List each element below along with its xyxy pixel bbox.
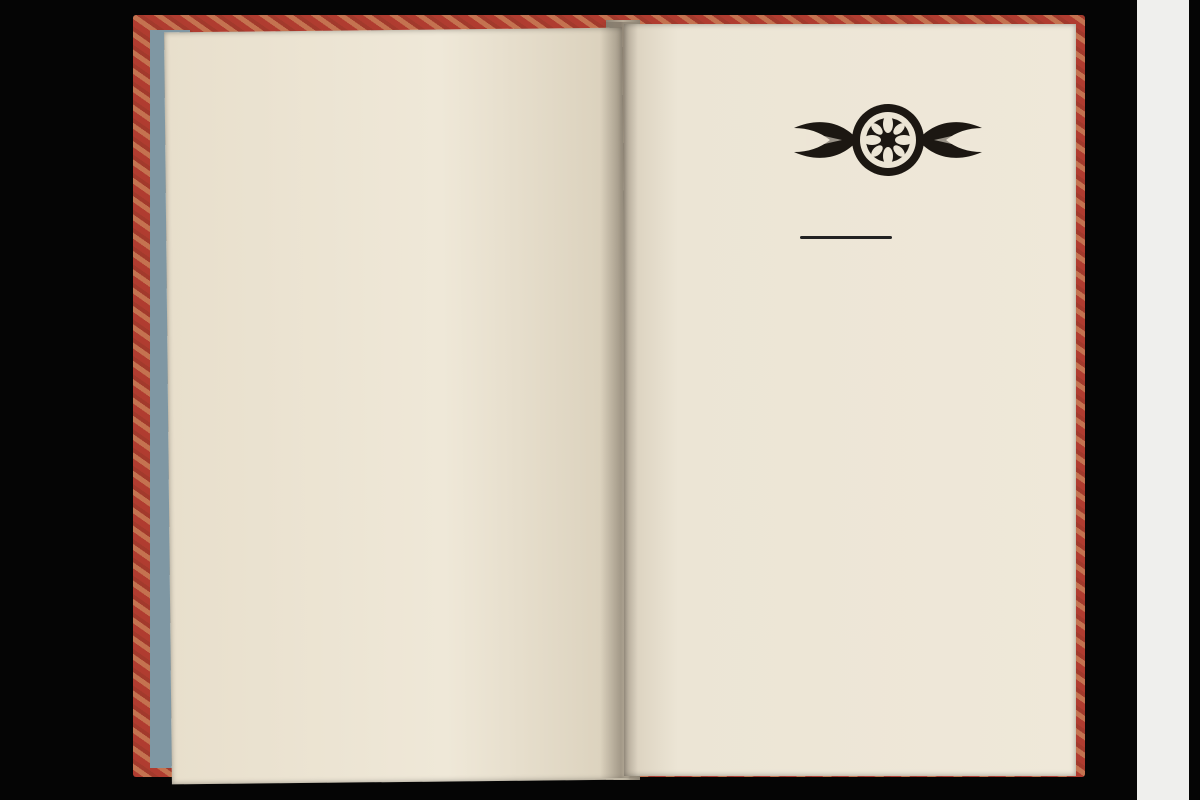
measuring-ruler [1137, 0, 1189, 800]
ornament-icon [786, 98, 990, 182]
cast-list [185, 69, 605, 73]
left-page-text [184, 66, 604, 73]
title-rule [800, 236, 892, 239]
section-heading [184, 66, 604, 70]
right-page [624, 24, 1076, 776]
left-page [164, 28, 630, 785]
